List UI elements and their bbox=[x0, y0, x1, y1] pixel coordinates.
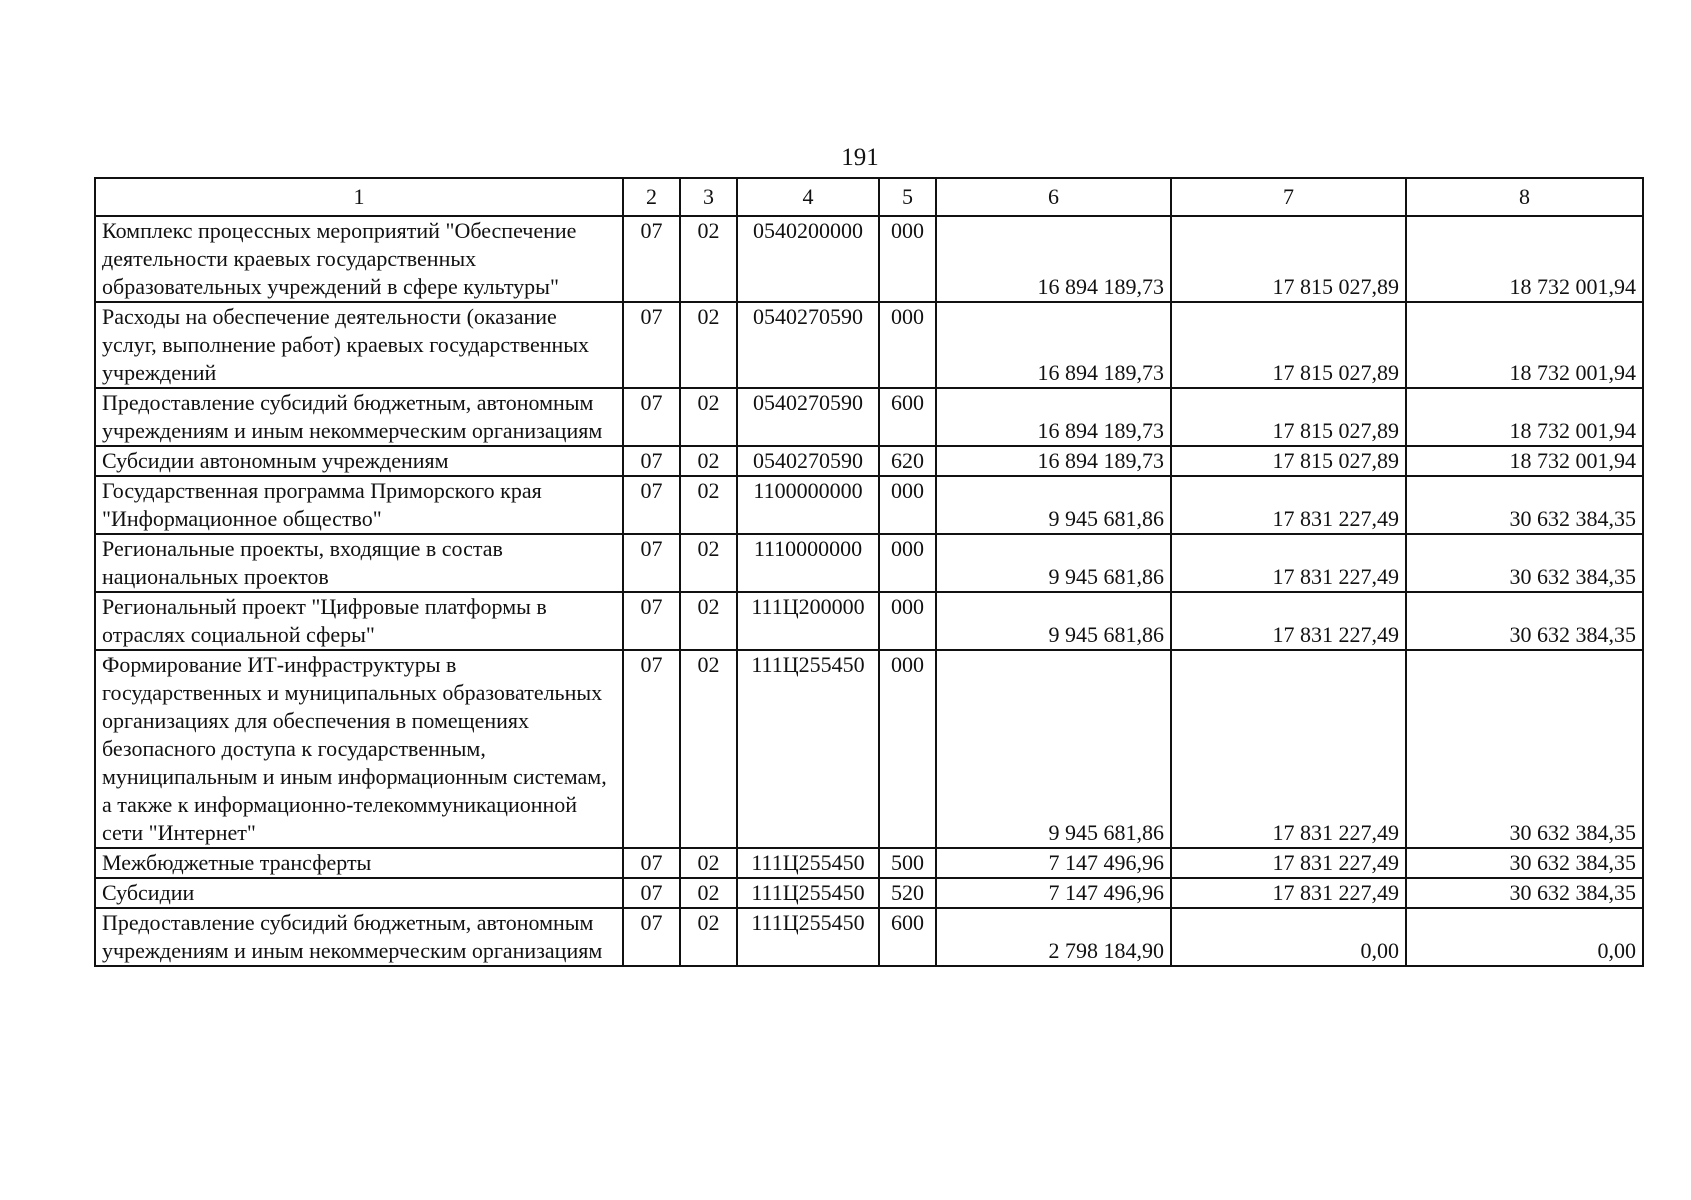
row-section: 07 bbox=[623, 476, 680, 534]
row-name: Субсидии bbox=[95, 878, 623, 908]
col-header-5: 5 bbox=[879, 178, 936, 216]
row-amount-col8: 30 632 384,35 bbox=[1406, 848, 1643, 878]
budget-table bbox=[94, 177, 1644, 967]
table-row bbox=[95, 592, 1643, 650]
table-row bbox=[95, 388, 1643, 446]
row-target-article: 0540200000 bbox=[737, 216, 879, 302]
row-name: Субсидии автономным учреждениям bbox=[95, 446, 623, 476]
row-amount-col6: 7 147 496,96 bbox=[936, 848, 1171, 878]
row-name: Межбюджетные трансферты bbox=[95, 848, 623, 878]
row-subsection: 02 bbox=[680, 388, 737, 446]
row-name: Региональный проект "Цифровые платформы в отраслях социальной сферы" bbox=[95, 592, 623, 650]
row-target-article: 1100000000 bbox=[737, 476, 879, 534]
row-name: Расходы на обеспечение деятельности (оказание услуг, выполнение работ) краевых государственных учреждений bbox=[95, 302, 623, 388]
row-name: Государственная программа Приморского края "Информационное общество" bbox=[95, 476, 623, 534]
table-row bbox=[95, 650, 1643, 848]
row-amount-col7: 17 831 227,49 bbox=[1171, 592, 1406, 650]
row-target-article: 111Ц255450 bbox=[737, 878, 879, 908]
row-target-article: 111Ц255450 bbox=[737, 908, 879, 966]
row-section: 07 bbox=[623, 302, 680, 388]
row-amount-col7: 17 831 227,49 bbox=[1171, 476, 1406, 534]
header-row bbox=[95, 178, 1643, 216]
row-amount-col8: 30 632 384,35 bbox=[1406, 534, 1643, 592]
row-section: 07 bbox=[623, 878, 680, 908]
row-amount-col7: 17 831 227,49 bbox=[1171, 848, 1406, 878]
row-amount-col6: 16 894 189,73 bbox=[936, 216, 1171, 302]
col-header-7: 7 bbox=[1171, 178, 1406, 216]
row-name: Предоставление субсидий бюджетным, автономным учреждениям и иным некоммерческим организациям bbox=[95, 388, 623, 446]
row-amount-col8: 30 632 384,35 bbox=[1406, 592, 1643, 650]
row-amount-col6: 9 945 681,86 bbox=[936, 534, 1171, 592]
row-amount-col8: 18 732 001,94 bbox=[1406, 446, 1643, 476]
row-subsection: 02 bbox=[680, 302, 737, 388]
row-amount-col8: 18 732 001,94 bbox=[1406, 302, 1643, 388]
row-amount-col6: 2 798 184,90 bbox=[936, 908, 1171, 966]
row-amount-col8: 30 632 384,35 bbox=[1406, 878, 1643, 908]
row-section: 07 bbox=[623, 848, 680, 878]
row-amount-col6: 9 945 681,86 bbox=[936, 650, 1171, 848]
page-number: 191 bbox=[841, 144, 879, 171]
row-target-article: 0540270590 bbox=[737, 446, 879, 476]
row-name: Формирование ИТ-инфраструктуры в государственных и муниципальных образовательных организациях для обеспечения в помещениях безопасного доступа к государственным, муниципальным и иным информационным системам, а также к информационно-телекоммуникационной сети "Интернет" bbox=[95, 650, 623, 848]
row-amount-col6: 16 894 189,73 bbox=[936, 302, 1171, 388]
row-amount-col8: 18 732 001,94 bbox=[1406, 388, 1643, 446]
row-subsection: 02 bbox=[680, 908, 737, 966]
col-header-4: 4 bbox=[737, 178, 879, 216]
row-subsection: 02 bbox=[680, 592, 737, 650]
row-name: Региональные проекты, входящие в состав национальных проектов bbox=[95, 534, 623, 592]
row-amount-col7: 0,00 bbox=[1171, 908, 1406, 966]
col-header-6: 6 bbox=[936, 178, 1171, 216]
row-subsection: 02 bbox=[680, 446, 737, 476]
row-expense-type: 000 bbox=[879, 534, 936, 592]
table-row bbox=[95, 878, 1643, 908]
row-amount-col7: 17 815 027,89 bbox=[1171, 388, 1406, 446]
row-expense-type: 000 bbox=[879, 476, 936, 534]
row-amount-col7: 17 831 227,49 bbox=[1171, 878, 1406, 908]
row-amount-col7: 17 815 027,89 bbox=[1171, 216, 1406, 302]
row-target-article: 0540270590 bbox=[737, 302, 879, 388]
table-row bbox=[95, 848, 1643, 878]
row-amount-col7: 17 831 227,49 bbox=[1171, 650, 1406, 848]
table-row bbox=[95, 216, 1643, 302]
row-target-article: 111Ц200000 bbox=[737, 592, 879, 650]
row-amount-col8: 0,00 bbox=[1406, 908, 1643, 966]
row-subsection: 02 bbox=[680, 650, 737, 848]
row-amount-col8: 30 632 384,35 bbox=[1406, 650, 1643, 848]
row-expense-type: 500 bbox=[879, 848, 936, 878]
col-header-8: 8 bbox=[1406, 178, 1643, 216]
row-amount-col8: 30 632 384,35 bbox=[1406, 476, 1643, 534]
row-expense-type: 520 bbox=[879, 878, 936, 908]
row-amount-col6: 7 147 496,96 bbox=[936, 878, 1171, 908]
row-target-article: 111Ц255450 bbox=[737, 848, 879, 878]
row-amount-col6: 16 894 189,73 bbox=[936, 388, 1171, 446]
row-section: 07 bbox=[623, 908, 680, 966]
row-subsection: 02 bbox=[680, 476, 737, 534]
row-section: 07 bbox=[623, 592, 680, 650]
row-target-article: 1110000000 bbox=[737, 534, 879, 592]
row-name: Предоставление субсидий бюджетным, автономным учреждениям и иным некоммерческим организациям bbox=[95, 908, 623, 966]
table-row bbox=[95, 446, 1643, 476]
row-section: 07 bbox=[623, 446, 680, 476]
row-amount-col7: 17 831 227,49 bbox=[1171, 534, 1406, 592]
row-section: 07 bbox=[623, 650, 680, 848]
table-row bbox=[95, 476, 1643, 534]
col-header-1: 1 bbox=[95, 178, 623, 216]
row-expense-type: 000 bbox=[879, 650, 936, 848]
table-row bbox=[95, 302, 1643, 388]
col-header-2: 2 bbox=[623, 178, 680, 216]
row-subsection: 02 bbox=[680, 848, 737, 878]
row-amount-col7: 17 815 027,89 bbox=[1171, 302, 1406, 388]
row-amount-col6: 9 945 681,86 bbox=[936, 476, 1171, 534]
row-amount-col8: 18 732 001,94 bbox=[1406, 216, 1643, 302]
row-expense-type: 600 bbox=[879, 908, 936, 966]
row-expense-type: 000 bbox=[879, 216, 936, 302]
row-target-article: 0540270590 bbox=[737, 388, 879, 446]
row-expense-type: 600 bbox=[879, 388, 936, 446]
table-row bbox=[95, 534, 1643, 592]
col-header-3: 3 bbox=[680, 178, 737, 216]
row-amount-col6: 16 894 189,73 bbox=[936, 446, 1171, 476]
row-expense-type: 620 bbox=[879, 446, 936, 476]
row-subsection: 02 bbox=[680, 216, 737, 302]
row-expense-type: 000 bbox=[879, 302, 936, 388]
table-row bbox=[95, 908, 1643, 966]
row-name: Комплекс процессных мероприятий "Обеспечение деятельности краевых государственных образовательных учреждений в сфере культуры" bbox=[95, 216, 623, 302]
row-subsection: 02 bbox=[680, 878, 737, 908]
row-section: 07 bbox=[623, 388, 680, 446]
row-target-article: 111Ц255450 bbox=[737, 650, 879, 848]
row-section: 07 bbox=[623, 216, 680, 302]
row-expense-type: 000 bbox=[879, 592, 936, 650]
row-amount-col6: 9 945 681,86 bbox=[936, 592, 1171, 650]
row-subsection: 02 bbox=[680, 534, 737, 592]
row-section: 07 bbox=[623, 534, 680, 592]
row-amount-col7: 17 815 027,89 bbox=[1171, 446, 1406, 476]
